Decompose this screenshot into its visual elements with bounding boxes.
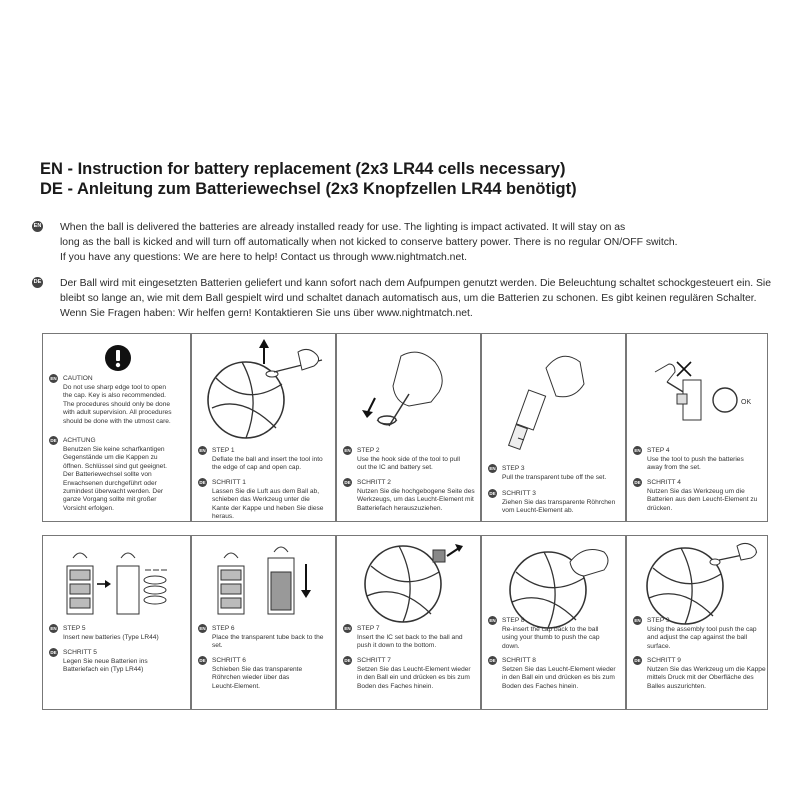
- en-badge: EN: [32, 221, 43, 232]
- step-3-panel: [481, 333, 626, 522]
- caution-text: Do not use sharp edge tool to open the cap. Key is also recommended. The procedures should only be done with adult supervision. All procedures should be done with the utmost care.: [63, 384, 172, 425]
- ok-label: OK: [741, 399, 752, 406]
- step-heading: STEP 8: [502, 617, 525, 624]
- de-badge: DE: [50, 438, 57, 443]
- intro-english-text: When the ball is delivered the batteries are already installed ready for use. The lighting is impact activated. It will stay on as long as the ball is kicked and will turn off automatically when not kicked to conserve battery power. There is no regular ON/OFF switch. If you have any questions: We are here to help! Contact us through www.nightmatch.net.: [60, 222, 678, 263]
- step-1-panel: [191, 333, 336, 522]
- step-heading: STEP 5: [63, 625, 86, 632]
- step-text: Use the tool to push the batteries away from the set.: [647, 456, 744, 472]
- de-badge: DE: [199, 658, 206, 663]
- step-text: Pull the transparent tube off the set.: [502, 474, 607, 481]
- insert-batteries-illustration: [61, 544, 181, 624]
- step-6-panel: [191, 535, 336, 710]
- step-heading: STEP 4: [647, 447, 670, 454]
- de-badge: DE: [634, 480, 641, 485]
- step-text: Re-insert the cap back to the ball using your thumb to push the cap down.: [502, 626, 600, 650]
- title-german: DE - Anleitung zum Batteriewechsel (2x3 Knopfzellen LR44 benötigt): [40, 180, 577, 198]
- caution-panel: [42, 333, 191, 522]
- en-badge: EN: [634, 448, 641, 453]
- intro-english: [32, 220, 782, 268]
- step-heading: SCHRITT 6: [212, 657, 246, 664]
- en-badge: EN: [50, 376, 57, 381]
- step-heading: STEP 2: [357, 447, 380, 454]
- step-7-panel: [336, 535, 481, 710]
- intro-german: [32, 276, 782, 324]
- step-heading: STEP 9: [647, 617, 670, 624]
- step-8-panel: [481, 535, 626, 710]
- step-text: Nutzen Sie das Werkzeug um die Batterien aus dem Leucht-Element zu drücken.: [647, 488, 758, 512]
- achtung-heading: ACHTUNG: [63, 437, 96, 444]
- en-badge: EN: [344, 448, 351, 453]
- step-text: Insert the IC set back to the ball and push it down to the bottom.: [357, 634, 463, 650]
- en-badge: EN: [634, 618, 641, 623]
- step-heading: STEP 7: [357, 625, 380, 632]
- step-heading: SCHRITT 1: [212, 479, 246, 486]
- de-badge: DE: [344, 480, 351, 485]
- step-text: Schieben Sie das transparente Röhrchen wieder über das Leucht-Element.: [212, 666, 303, 690]
- replace-tube-illustration: [210, 542, 320, 620]
- step-heading: SCHRITT 9: [647, 657, 681, 664]
- step-text: Setzen Sie das Leucht-Element wieder in den Ball ein und drücken es bis zum Boden des Faches hinein.: [502, 666, 616, 690]
- warning-icon: [104, 344, 132, 372]
- de-badge: DE: [32, 277, 43, 288]
- step-text: Place the transparent tube back to the set.: [212, 634, 324, 650]
- pull-tube-illustration: [496, 340, 616, 460]
- step-heading: SCHRITT 3: [502, 490, 536, 497]
- step-heading: SCHRITT 8: [502, 657, 536, 664]
- en-badge: EN: [344, 626, 351, 631]
- de-badge: DE: [489, 491, 496, 496]
- step-heading: STEP 3: [502, 465, 525, 472]
- step-heading: SCHRITT 2: [357, 479, 391, 486]
- step-text: Insert new batteries (Type LR44): [63, 634, 159, 641]
- title-english: EN - Instruction for battery replacement (2x3 LR44 cells necessary): [40, 160, 566, 178]
- step-heading: STEP 1: [212, 447, 235, 454]
- step-heading: SCHRITT 5: [63, 649, 97, 656]
- step-text: Ziehen Sie das transparente Röhrchen vom Leucht-Element ab.: [502, 499, 616, 515]
- de-badge: DE: [50, 650, 57, 655]
- step-text: Deflate the ball and insert the tool into the edge of cap and open cap.: [212, 456, 323, 472]
- de-badge: DE: [489, 658, 496, 663]
- en-badge: EN: [50, 626, 57, 631]
- intro-german-text: Der Ball wird mit eingesetzten Batterien geliefert und kann sofort nach dem Aufpumpen genutzt werden. Die Beleuchtung schaltet schockgesteuert ein. Sie bleibt so lange an, wie mit dem Ball gespielt wird und schaltet danach automatisch aus, um die Batterien zu schonen. Es gibt keinen regulären Schalter. Wenn Sie Fragen haben: Wir helfen gern! Kontaktieren Sie uns über www.nightmatch.net.: [60, 278, 772, 319]
- step-5-panel: [42, 535, 191, 710]
- step-text: Using the assembly tool push the cap and adjust the cap against the ball surface.: [647, 626, 757, 650]
- push-batteries-illustration: [647, 358, 757, 438]
- hook-tool-illustration: [349, 342, 474, 438]
- insert-ic-illustration: [351, 540, 476, 626]
- step-text: Nutzen Sie das Werkzeug um die Kappe mittels Druck mit der Oberfläche des Balles auszurichten.: [647, 666, 766, 690]
- step-text: Lassen Sie die Luft aus dem Ball ab, schieben das Werkzeug unter die Kante der Kappe und heben Sie diese heraus.: [212, 488, 324, 521]
- en-badge: EN: [489, 618, 496, 623]
- en-badge: EN: [199, 626, 206, 631]
- de-badge: DE: [199, 480, 206, 485]
- de-badge: DE: [634, 658, 641, 663]
- caution-heading: CAUTION: [63, 375, 93, 382]
- step-text: Setzen Sie das Leucht-Element wieder in den Ball ein und drücken es bis zum Boden des Faches hinein.: [357, 666, 471, 690]
- step-text: Use the hook side of the tool to pull out the IC and battery set.: [357, 456, 461, 472]
- ball-cap-open-illustration: [202, 338, 332, 442]
- step-2-panel: [336, 333, 481, 522]
- adjust-cap-illustration: [641, 540, 766, 626]
- step-text: Nutzen Sie die hochgebogene Seite des Werkzeugs, um das Leucht-Element mit Batteriefach herauszuziehen.: [357, 488, 475, 512]
- achtung-text: Benutzen Sie keine scharfkantigen Gegenstände um die Kappen zu öffnen. Schlüssel sind gut geeignet. Der Batteriewechsel sollte von Erwachsenen durchgeführt oder zumindest überwacht werden. Der ganze Vorgang sollte mit großer Vorsicht erfolgen.: [63, 446, 167, 512]
- en-badge: EN: [489, 466, 496, 471]
- step-text: Legen Sie neue Batterien ins Batteriefach ein (Typ LR44): [63, 658, 148, 674]
- step-9-panel: [626, 535, 768, 710]
- step-heading: STEP 6: [212, 625, 235, 632]
- de-badge: DE: [344, 658, 351, 663]
- step-heading: SCHRITT 7: [357, 657, 391, 664]
- step-4-panel: [626, 333, 768, 522]
- step-heading: SCHRITT 4: [647, 479, 681, 486]
- en-badge: EN: [199, 448, 206, 453]
